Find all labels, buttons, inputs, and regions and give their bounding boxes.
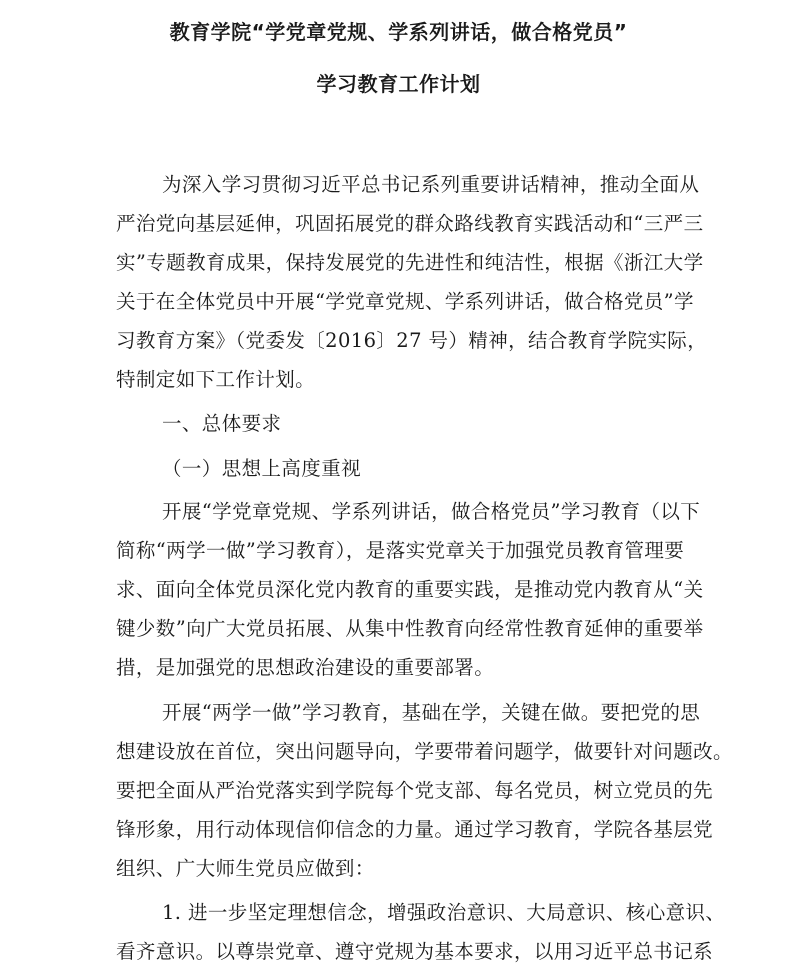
paragraph-1-line-1: 为深入学习贯彻习近平总书记系列重要讲话精神，推动全面从	[162, 173, 700, 196]
paragraph-2-line-1: 开展“学党章党规、学系列讲话，做合格党员”学习教育（以下	[162, 500, 701, 523]
paragraph-2-line-4: 键少数”向广大党员拓展、从集中性教育向经常性教育延伸的重要举	[116, 617, 704, 640]
paragraph-1-line-2: 严治党向基层延伸，巩固拓展党的群众路线教育实践活动和“三严三	[116, 212, 704, 235]
paragraph-3-line-1: 开展“两学一做”学习教育，基础在学，关键在做。要把党的思	[162, 701, 701, 724]
section-heading-1: 一、总体要求	[162, 412, 282, 435]
paragraph-3-line-4: 锋形象，用行动体现信仰信念的力量。通过学习教育，学院各基层党	[116, 818, 714, 841]
paragraph-2-line-5: 措，是加强党的思想政治建设的重要部署。	[116, 656, 495, 679]
subsection-heading-1: （一）思想上高度重视	[162, 457, 362, 480]
title-line-2: 学习教育工作计划	[316, 72, 481, 96]
paragraph-1-line-5: 习教育方案》（党委发〔2016〕27 号）精神，结合教育学院实际，	[116, 329, 708, 352]
paragraph-1-line-4: 关于在全体党员中开展“学党章党规、学系列讲话，做合格党员”学	[116, 290, 694, 313]
paragraph-1-line-6: 特制定如下工作计划。	[116, 368, 316, 391]
paragraph-2-line-3: 求、面向全体党员深化党内教育的重要实践，是推动党内教育从“关	[116, 578, 704, 601]
paragraph-3-line-5: 组织、广大师生党员应做到：	[116, 857, 375, 880]
list-item-1-line-2: 看齐意识。以尊崇党章、遵守党规为基本要求，以用习近平总书记系	[116, 940, 714, 963]
paragraph-1-line-3: 实”专题教育成果，保持发展党的先进性和纯洁性，根据《浙江大学	[116, 251, 704, 274]
list-item-1-line-1: 1. 进一步坚定理想信念，增强政治意识、大局意识、核心意识、	[162, 901, 726, 924]
paragraph-3-line-3: 要把全面从严治党落实到学院每个党支部、每名党员，树立党员的先	[116, 779, 714, 802]
paragraph-2-line-2: 简称“两学一做”学习教育），是落实党章关于加强党员教育管理要	[116, 539, 685, 562]
paragraph-3-line-2: 想建设放在首位，突出问题导向，学要带着问题学，做要针对问题改。	[116, 740, 733, 763]
title-line-1: 教育学院“学党章党规、学系列讲话，做合格党员”	[169, 20, 628, 44]
